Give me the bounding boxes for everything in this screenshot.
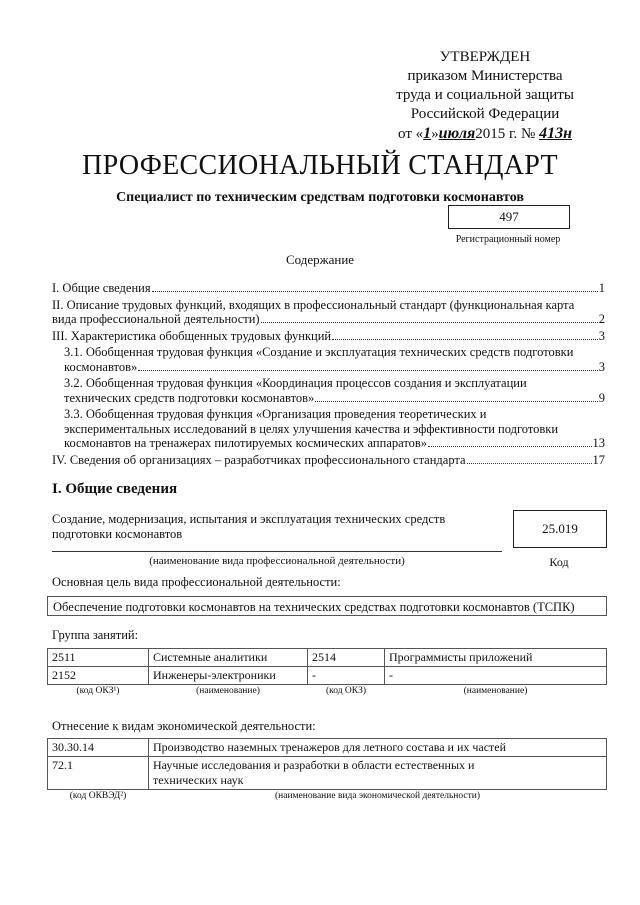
toc-item[interactable] — [52, 453, 605, 468]
okz-code: 2511 — [48, 649, 149, 667]
toc-item-page: 2 — [598, 312, 605, 326]
okved-table — [47, 738, 607, 802]
activity-name — [52, 512, 502, 542]
date-mid: » — [431, 126, 439, 142]
toc-item[interactable] — [52, 298, 605, 327]
table-row — [48, 667, 607, 685]
column-caption: (наименование вида экономической деятельности) — [275, 791, 480, 801]
divider — [52, 551, 502, 552]
toc-item-text: III. Характеристика обобщенных трудовых функций — [52, 328, 332, 343]
approval-date — [390, 124, 580, 144]
table-row — [48, 757, 607, 790]
activity-caption: (наименование вида профессиональной деятельности) — [149, 555, 405, 567]
goal-text: Обеспечение подготовки космонавтов на технических средствах подготовки космонавтов (ТСПК) — [47, 596, 607, 616]
activity-line-1: Создание, модернизация, испытания и эксплуатация технических средств — [52, 512, 446, 526]
column-caption: (наименование) — [196, 686, 260, 696]
approval-title: УТВЕРЖДЕН — [439, 49, 531, 65]
approval-line-2: труда и социальной защиты — [396, 87, 574, 103]
toc-item-text: 3.2. Обобщенная трудовая функция «Координация процессов создания и эксплуатации — [64, 376, 527, 390]
toc-item-page: 1 — [598, 281, 605, 295]
table-of-contents — [52, 281, 605, 469]
approval-block — [390, 48, 580, 144]
okz-name: Программисты приложений — [385, 649, 607, 667]
registration-number: 497 — [448, 205, 570, 229]
document-title: ПРОФЕССИОНАЛЬНЫЙ СТАНДАРТ — [82, 150, 558, 181]
column-caption: (код ОКЗ¹) — [76, 686, 120, 696]
toc-item-text: космонавтов на тренажерах пилотируемых космических аппаратов» — [64, 436, 428, 450]
okz-name: Инженеры-электроники — [149, 667, 308, 685]
okved-name: Производство наземных тренажеров для летного состава и их частей — [149, 739, 607, 757]
toc-item-page: 3 — [598, 359, 605, 374]
date-month: июля — [438, 125, 476, 142]
okved-code: 72.1 — [48, 757, 149, 790]
toc-item-text: I. Общие сведения — [52, 281, 151, 295]
table-row — [48, 739, 607, 757]
toc-item-page: 17 — [592, 452, 605, 467]
column-caption: (код ОКВЭД²) — [69, 791, 127, 801]
okz-code: 2152 — [48, 667, 149, 685]
activity-line-2: подготовки космонавтов — [52, 527, 183, 541]
toc-item-text: технических средств подготовки космонавтов» — [64, 390, 315, 405]
activity-code-caption: Код — [549, 555, 569, 569]
date-day: 1 — [423, 125, 432, 142]
toc-item-text: IV. Сведения об организациях – разработчиках профессионального стандарта — [52, 452, 466, 467]
section-heading: I. Общие сведения — [52, 481, 178, 497]
groups-label: Группа занятий: — [52, 628, 139, 642]
column-caption: (код ОКЗ) — [325, 686, 367, 696]
toc-item-text: 3.3. Обобщенная трудовая функция «Организация проведения теоретических и — [64, 407, 487, 421]
okz-name: Системные аналитики — [149, 649, 308, 667]
okved-code: 30.30.14 — [48, 739, 149, 757]
toc-item[interactable] — [52, 345, 605, 374]
toc-item-text: вида профессиональной деятельности) — [52, 312, 260, 326]
toc-item[interactable] — [52, 329, 605, 344]
toc-item-text: экспериментальных исследований в целях улучшения качества и эффективности подготовки — [64, 421, 559, 436]
date-year: 2015 г. № — [475, 126, 536, 142]
toc-item-text: II. Описание трудовых функций, входящих в профессиональный стандарт (функциональная карта — [52, 297, 575, 312]
occupation-groups-table — [47, 648, 607, 697]
document-subtitle: Специалист по техническим средствам подготовки космонавтов — [116, 190, 524, 205]
toc-item-page: 3 — [598, 328, 605, 343]
toc-item[interactable] — [52, 376, 605, 405]
toc-item-text: 3.1. Обобщенная трудовая функция «Создание и эксплуатация технических средств подготовки — [64, 345, 574, 359]
table-row — [48, 649, 607, 667]
toc-item-text: космонавтов» — [64, 359, 138, 374]
registration-label: Регистрационный номер — [455, 234, 561, 245]
contents-heading: Содержание — [285, 252, 355, 267]
approval-line-3: Российской Федерации — [410, 106, 560, 122]
column-caption: (наименование) — [463, 686, 528, 696]
activity-code: 25.019 — [513, 510, 607, 548]
order-number: 413н — [539, 125, 572, 142]
okz-code: - — [308, 667, 385, 685]
toc-item[interactable] — [52, 407, 605, 451]
goal-label: Основная цель вида профессиональной деятельности: — [52, 575, 341, 589]
toc-item[interactable] — [52, 281, 605, 296]
caption-row — [48, 790, 607, 803]
toc-item-page: 9 — [598, 390, 605, 405]
date-prefix: от « — [398, 126, 424, 142]
okved-label: Отнесение к видам экономической деятельности: — [52, 719, 316, 733]
approval-line-1: приказом Министерства — [407, 68, 563, 84]
okved-name: Научные исследования и разработки в области естественных и технических наук — [149, 757, 607, 790]
toc-item-page: 13 — [592, 436, 605, 450]
okz-code: 2514 — [308, 649, 385, 667]
okz-name: - — [385, 667, 607, 685]
caption-row — [48, 685, 607, 698]
